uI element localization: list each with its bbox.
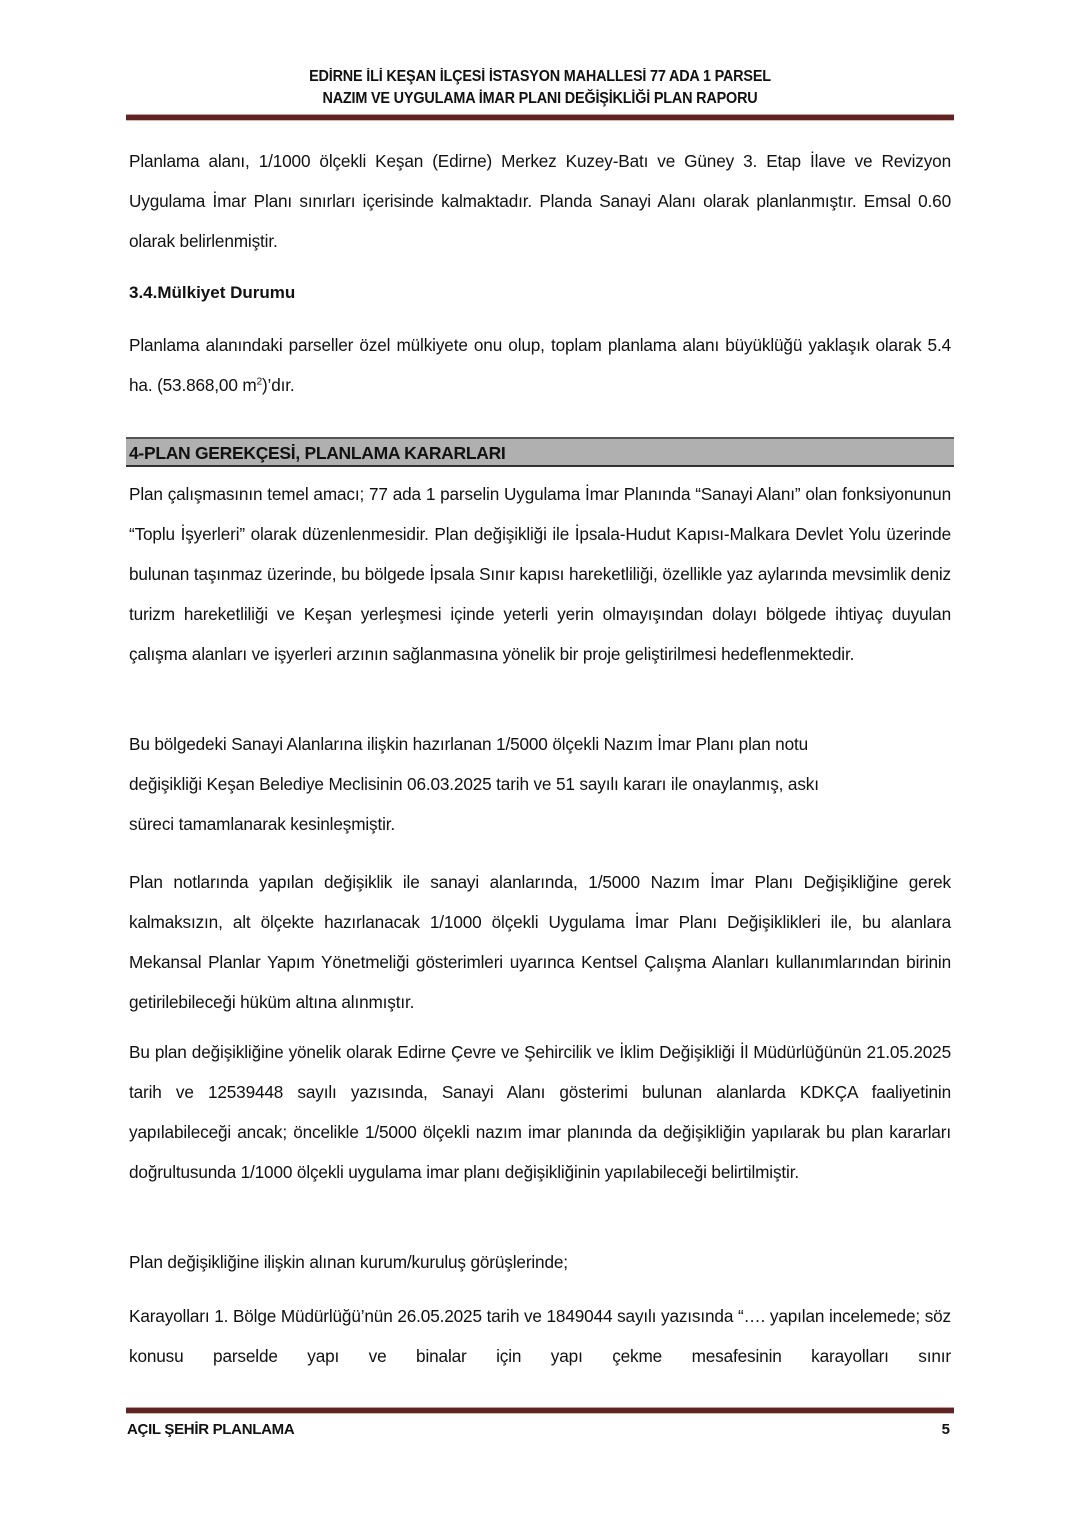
section-heading-plan-rationale: 4-PLAN GEREKÇESİ, PLANLAMA KARARLARI <box>129 443 506 463</box>
council-line-3: süreci tamamlanarak kesinleşmiştir. <box>129 814 396 834</box>
purpose-paragraph-text: Plan çalışmasının temel amacı; 77 ada 1 parselin Uygulama İmar Planında “Sanayi Alanı” olan fonksiyonunun “Toplu İşyerleri” olarak düzenlenmesidir. Plan değişikliği ile İpsala-Hudut Kapısı-Malkara Devlet Yolu üzerinde bulunan taşınmaz üzerinde, bu bölgede İpsala Sınır kapısı hareketliliği, özellikle yaz aylarında mevsimlik deniz turizm hareketliliği ve Keşan yerleşmesi içinde yeterli yerin olmayışından dolayı bölgede ihtiyaç duyulan çalışma alanları ve işyerleri arzının sağlanmasına yönelik bir proje geliştirilmesi hedeflenmektedir. <box>129 484 951 664</box>
ownership-paragraph-text: Planlama alanındaki parseller özel mülkiyete onu olup, toplam planlama alanı büyüklüğü yaklaşık olarak 5.4 ha. (53.868,00 m <box>129 335 951 395</box>
council-line-1: Bu bölgedeki Sanayi Alanlarına ilişkin hazırlanan 1/5000 ölçekli Nazım İmar Planı plan notu <box>129 734 809 754</box>
opinions-intro-paragraph <box>129 1242 951 1282</box>
footer-company-name: AÇIL ŞEHİR PLANLAMA <box>127 1421 295 1438</box>
intro-paragraph <box>129 141 951 261</box>
highways-letter-paragraph <box>129 1296 951 1376</box>
section-heading-bar <box>126 437 954 467</box>
header-divider <box>126 114 954 122</box>
subsection-heading-ownership: 3.4.Mülkiyet Durumu <box>129 283 296 302</box>
council-decision-paragraph <box>129 724 951 844</box>
ownership-paragraph <box>129 325 951 405</box>
intro-paragraph-text: Planlama alanı, 1/1000 ölçekli Keşan (Edirne) Merkez Kuzey-Batı ve Güney 3. Etap İlave ve Revizyon Uygulama İmar Planı sınırları içerisinde kalmaktadır. Planda Sanayi Alanı olarak planlanmıştır. Emsal 0.60 olarak belirlenmiştir. <box>129 151 951 251</box>
footer-divider <box>126 1407 954 1415</box>
report-title-line-1: EDİRNE İLİ KEŞAN İLÇESİ İSTASYON MAHALLESİ 77 ADA 1 PARSEL <box>309 68 771 85</box>
report-title-line-2: NAZIM VE UYGULAMA İMAR PLANI DEĞİŞİKLİĞİ PLAN RAPORU <box>322 90 758 107</box>
council-line-2: değişikliği Keşan Belediye Meclisinin 06.03.2025 tarih ve 51 sayılı kararı ile onaylanmış, askı <box>129 774 819 794</box>
opinions-intro-text: Plan değişikliğine ilişkin alınan kurum/kuruluş görüşlerinde; <box>129 1252 568 1272</box>
superscript-two: 2 <box>256 376 262 388</box>
ministry-letter-paragraph-text: Bu plan değişikliğine yönelik olarak Edirne Çevre ve Şehircilik ve İklim Değişikliği İl Müdürlüğünün 21.05.2025 tarih ve 12539448 sayılı yazısında, Sanayi Alanı gösterimi bulunan alanlarda KDKÇA faaliyetinin yapılabileceği ancak; öncelikle 1/5000 ölçekli nazım imar planında da değişikliğin yapılarak bu plan kararları doğrultusunda 1/1000 ölçekli uygulama imar planı değişikliğinin yapılabileceği belirtilmiştir. <box>129 1042 951 1182</box>
plan-notes-paragraph-text: Plan notlarında yapılan değişiklik ile sanayi alanlarında, 1/5000 Nazım İmar Planı Değişikliğine gerek kalmaksızın, alt ölçekte hazırlanacak 1/1000 ölçekli Uygulama İmar Planı Değişiklikleri ile, bu alanlara Mekansal Planlar Yapım Yönetmeliği gösterimleri uyarınca Kentsel Çalışma Alanları kullanımlarından birinin getirilebileceği hüküm altına alınmıştır. <box>129 872 951 1012</box>
page-header <box>126 66 954 110</box>
ministry-letter-paragraph <box>129 1032 951 1192</box>
purpose-paragraph <box>129 474 951 674</box>
ownership-paragraph-end: )’dır. <box>261 375 295 395</box>
plan-notes-paragraph <box>129 862 951 1022</box>
highways-letter-text: Karayolları 1. Bölge Müdürlüğü’nün 26.05.2025 tarih ve 1849044 sayılı yazısında “…. yapılan incelemede; söz konusu parselde yapı ve binalar için yapı çekme mesafesinin karayolları sınır <box>129 1306 951 1366</box>
footer-page-number: 5 <box>941 1421 950 1438</box>
